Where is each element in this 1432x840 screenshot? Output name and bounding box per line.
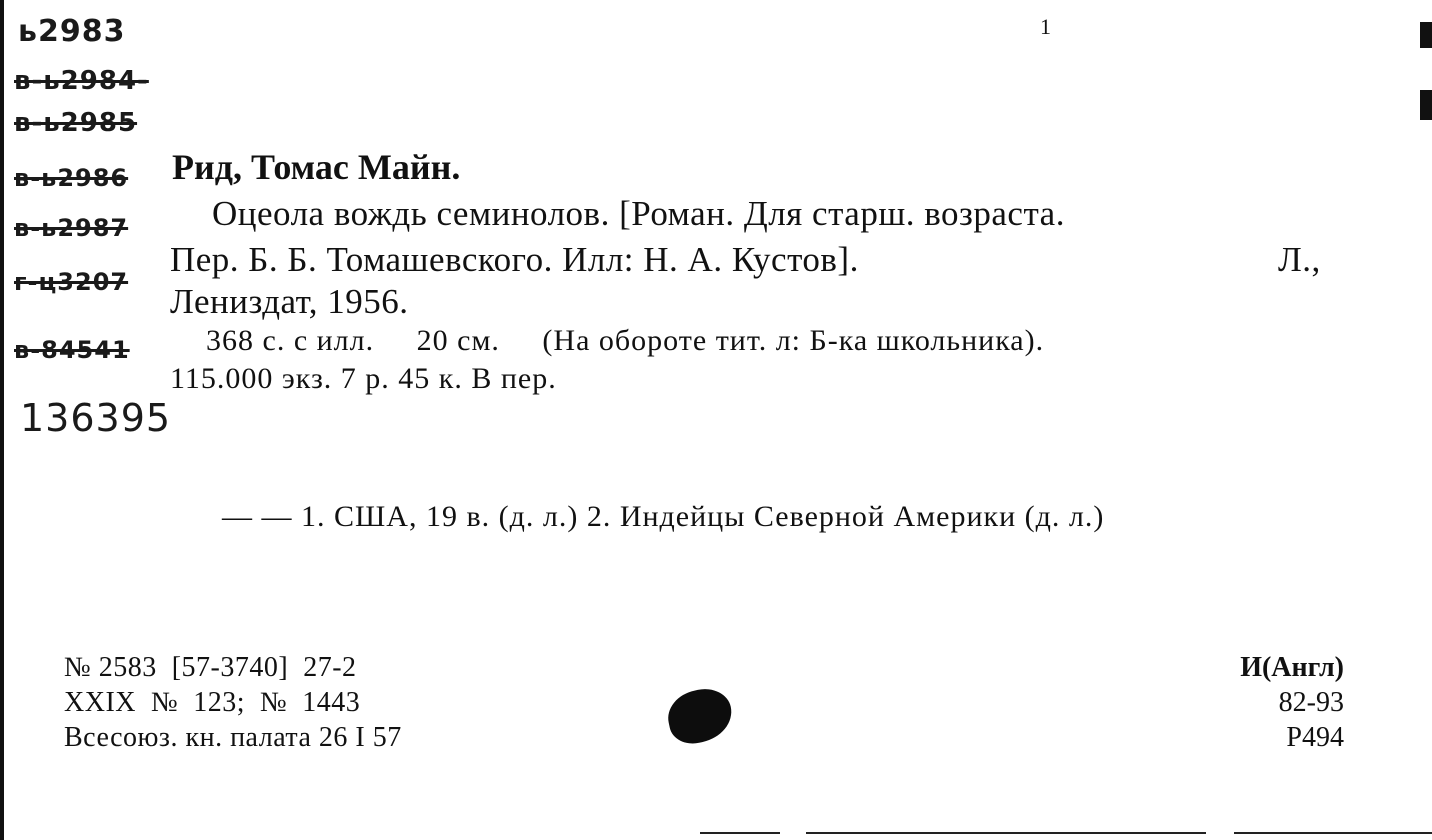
handwritten-number-3: в-ь2985 [14, 108, 138, 138]
edge-mark [1420, 90, 1432, 120]
author-mark: Р494 [1286, 722, 1344, 753]
footer-left-line-1: № 2583 [57-3740] 27-2 [64, 652, 357, 683]
title-line-2-place: Л., [1278, 240, 1321, 279]
title-line-2: Пер. Б. Б. Томашевского. Илл: Н. А. Кустов]. [170, 240, 859, 279]
footer-left-line-3: Всесоюз. кн. палата 26 I 57 [64, 722, 402, 753]
footer-left-line-2: XXIX № 123; № 1443 [64, 687, 361, 718]
bottom-edge-line [1234, 832, 1432, 834]
edge-mark [1420, 22, 1432, 48]
bottom-edge-line [700, 832, 780, 834]
bottom-edge-line [806, 832, 1206, 834]
handwritten-number-7: в-84541 [14, 336, 130, 364]
description-line-2: 115.000 экз. 7 р. 45 к. В пер. [170, 362, 557, 395]
classification-number: 82-93 [1278, 687, 1344, 718]
ink-blot [663, 684, 736, 748]
card-left-edge [0, 0, 4, 840]
footer-right [1240, 650, 1344, 755]
title-line-3: Лениздат, 1956. [170, 282, 409, 321]
description-line-1: 368 с. с илл. 20 см. (На обороте тит. л: Б-ка школьника). [206, 324, 1045, 357]
page-number: 1 [1040, 14, 1051, 39]
classification-code: И(Англ) [1240, 652, 1344, 683]
handwritten-number-8: 136395 [20, 396, 172, 440]
handwritten-number-4: в-ь2986 [14, 164, 129, 192]
handwritten-number-2: в-ь2984- [14, 66, 149, 96]
handwritten-number-1: ь2983 [18, 14, 126, 49]
title-line-1: Оцеола вождь семинолов. [Роман. Для старш. возраста. [212, 194, 1065, 233]
footer-left [64, 650, 402, 755]
handwritten-number-6: г-ц3207 [14, 268, 129, 296]
subject-headings: — — 1. США, 19 в. (д. л.) 2. Индейцы Северной Америки (д. л.) [222, 500, 1105, 533]
author-heading: Рид, Томас Майн. [172, 147, 461, 187]
handwritten-number-5: в-ь2987 [14, 214, 129, 242]
